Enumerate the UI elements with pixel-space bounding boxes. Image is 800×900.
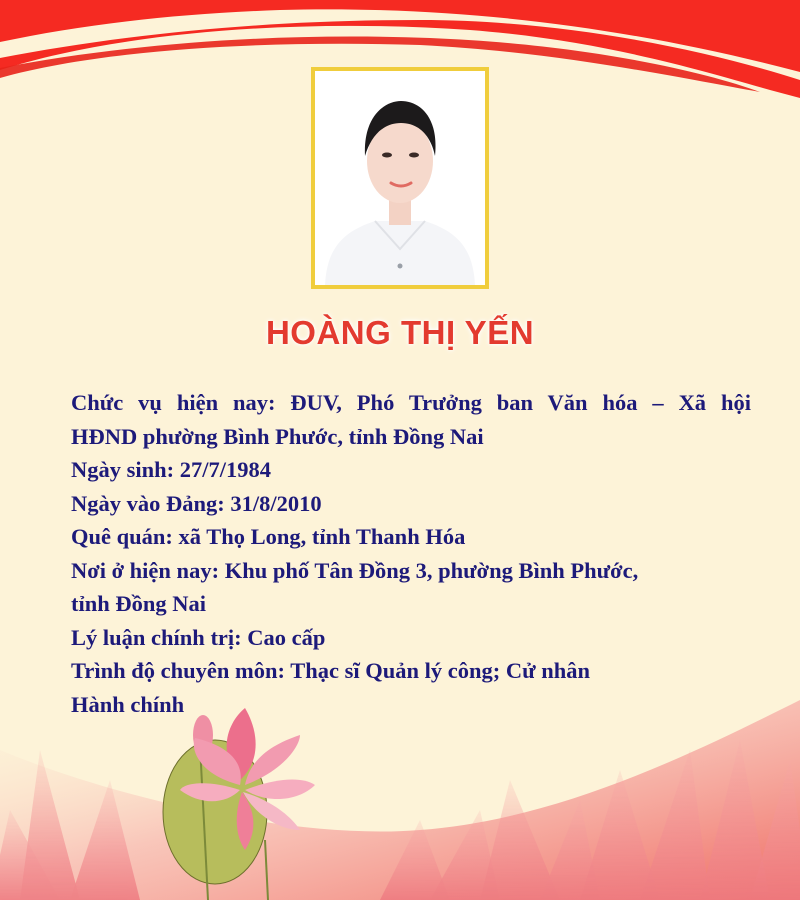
person-name: HOÀNG THỊ YẾN <box>265 314 535 351</box>
current-residence: Nơi ở hiện nay: Khu phố Tân Đồng 3, phường Bình Phước, <box>71 557 639 583</box>
party-join-date: Ngày vào Đảng: 31/8/2010 <box>71 490 322 516</box>
position-line-cont: HĐND phường Bình Phước, tỉnh Đồng Nai <box>71 423 484 449</box>
qualification: Trình độ chuyên môn: Thạc sĩ Quản lý công; Cử nhân <box>71 658 591 683</box>
lotus-decoration <box>0 690 800 900</box>
political-theory: Lý luận chính trị: Cao cấp <box>71 624 326 650</box>
portrait-frame <box>311 67 489 289</box>
birth-date: Ngày sinh: 27/7/1984 <box>71 457 272 482</box>
qualification-cont: Hành chính <box>71 691 185 717</box>
hometown: Quê quán: xã Thọ Long, tỉnh Thanh Hóa <box>71 524 466 549</box>
position-line: Chức vụ hiện nay: ĐUV, Phó Trưởng ban Văn hóa – Xã hội <box>71 390 751 415</box>
current-residence-cont: tỉnh Đồng Nai <box>71 591 207 616</box>
portrait-photo-icon <box>315 71 485 285</box>
profile-details <box>71 386 751 721</box>
